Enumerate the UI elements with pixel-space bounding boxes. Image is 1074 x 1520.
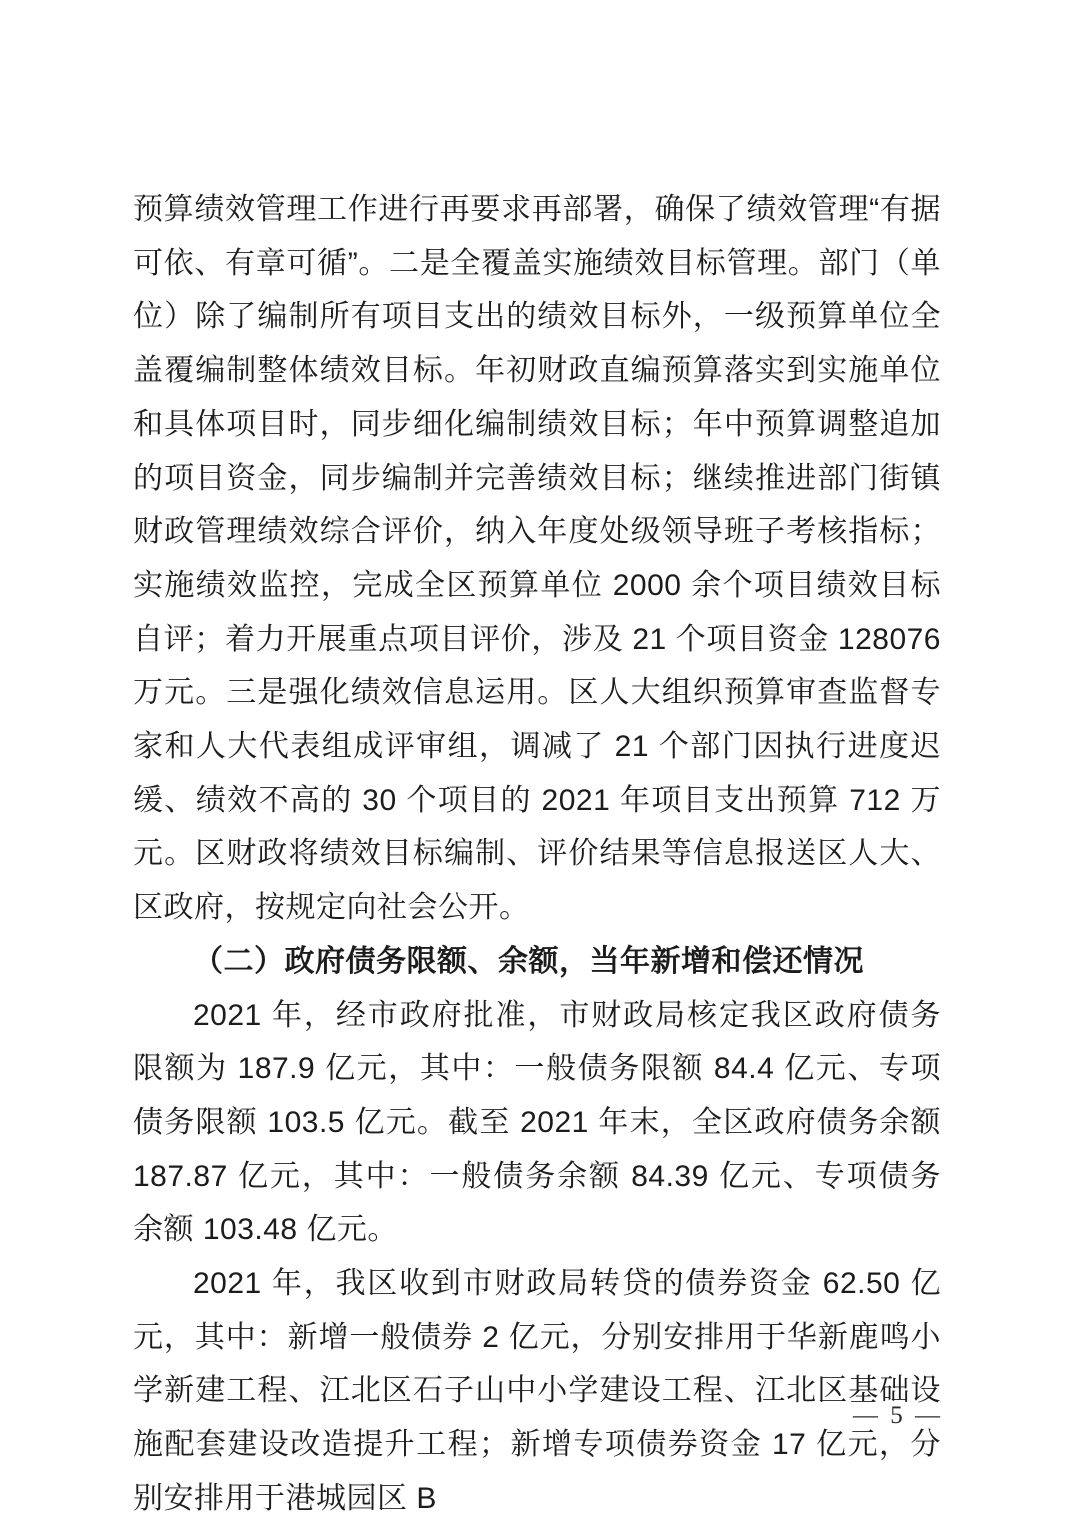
document-body [133, 183, 941, 1520]
body-paragraph: 预算绩效管理工作进行再要求再部署，确保了绩效管理“有据可依、有章可循”。二是全覆盖实施绩效目标管理。部门（单位）除了编制所有项目支出的绩效目标外，一级预算单位全盖覆编制整体绩效目标。年初财政直编预算落实到实施单位和具体项目时，同步细化编制绩效目标；年中预算调整追加的项目资金，同步编制并完善绩效目标；继续推进部门街镇财政管理绩效综合评价，纳入年度处级领导班子考核指标；实施绩效监控，完成全区预算单位 2000 余个项目绩效目标自评；着力开展重点项目评价，涉及 21 个项目资金 128076 万元。三是强化绩效信息运用。区人大组织预算审查监督专家和人大代表组成评审组，调减了 21 个部门因执行进度迟缓、绩效不高的 30 个项目的 2021 年项目支出预算 712 万元。区财政将绩效目标编制、评价结果等信息报送区人大、区政府，按规定向社会公开。 [133, 193, 941, 925]
page-number: — 5 — [853, 1402, 943, 1429]
section-heading: （二）政府债务限额、余额，当年新增和偿还情况 [193, 944, 864, 978]
body-paragraph: 2021 年，经市政府批准，市财政局核定我区政府债务限额为 187.9 亿元，其中：一般债务限额 84.4 亿元、专项债务限额 103.5 亿元。截至 2021 年末，全区政府债务余额 187.87 亿元，其中：一般债务余额 84.39 亿元、专项债务余额 103.48 亿元。 [133, 998, 941, 1247]
body-paragraph: 2021 年，我区收到市财政局转贷的债券资金 62.50 亿元，其中：新增一般债券 2 亿元，分别安排用于华新鹿鸣小学新建工程、江北区石子山中小学建设工程、江北区基础设施配套建设改造提升工程；新增专项债券资金 17 亿元，分别安排用于港城园区 B [133, 1267, 941, 1515]
